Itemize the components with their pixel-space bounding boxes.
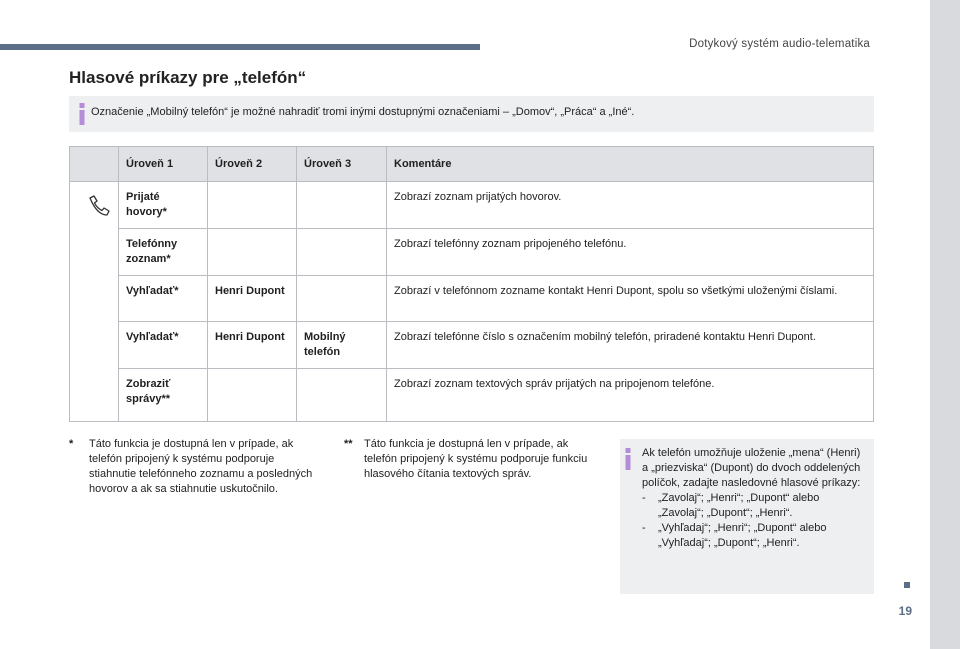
header-rule [0, 44, 480, 50]
table-row [70, 229, 874, 276]
page-title: Hlasové príkazy pre „telefón“ [69, 68, 307, 87]
side-note-intro: Ak telefón umožňuje uloženie „mena“ (Henri) a „priezviska“ (Dupont) do dvoch oddelených políčok, zadajte nasledovné hlasové príkazy: [642, 447, 861, 489]
list-item [642, 521, 868, 551]
running-head: Dotykový systém audio-telematika [689, 38, 870, 50]
cell-comment: Zobrazí zoznam prijatých hovorov. [387, 182, 874, 229]
footnote-single-star [69, 437, 319, 517]
table-header-level2: Úroveň 2 [208, 147, 297, 182]
cell-comment: Zobrazí telefónny zoznam pripojeného telefónu. [387, 229, 874, 276]
cell-level1: Vyhľadať* [119, 276, 208, 322]
page-number: 19 [898, 604, 912, 618]
table-row [70, 369, 874, 422]
phone-icon-cell [70, 182, 119, 422]
cell-comment: Zobrazí zoznam textových správ prijatých na pripojenom telefóne. [387, 369, 874, 422]
info-icon [79, 103, 85, 125]
cell-level3 [297, 276, 387, 322]
list-item [642, 491, 868, 521]
table-header-comment: Komentáre [387, 147, 874, 182]
table-header-icon-col [70, 147, 119, 182]
cell-level2 [208, 369, 297, 422]
table-row [70, 276, 874, 322]
cell-level1: Telefónny zoznam* [119, 229, 208, 276]
table-header-row [70, 147, 874, 182]
cell-comment: Zobrazí telefónne číslo s označením mobilný telefón, priradené kontaktu Henri Dupont. [387, 322, 874, 369]
footnote-text: Táto funkcia je dostupná len v prípade, ak telefón pripojený k systému podporuje stiahnutie telefónneho zoznamu a posledných hovorov a ak sa stiahnutie uskutočnilo. [89, 438, 313, 495]
cell-level1: Vyhľadať* [119, 322, 208, 369]
voice-commands-table [69, 146, 874, 422]
cell-level2: Henri Dupont [208, 276, 297, 322]
info-icon [625, 448, 631, 470]
cell-level3 [297, 182, 387, 229]
footnote-double-star [344, 437, 594, 487]
footnote-mark: ** [344, 438, 353, 450]
cell-level2 [208, 229, 297, 276]
cell-level2 [208, 182, 297, 229]
page-marker [904, 582, 910, 588]
list-dash: - [642, 492, 646, 504]
cell-comment: Zobrazí v telefónnom zozname kontakt Henri Dupont, spolu so všetkými uloženými číslami. [387, 276, 874, 322]
voice-command-list [642, 491, 868, 551]
cell-level1: Zobraziť správy** [119, 369, 208, 422]
side-strip [930, 0, 960, 649]
cell-level3 [297, 369, 387, 422]
cell-level3 [297, 229, 387, 276]
list-item-text: „Vyhľadaj“; „Henri“; „Dupont“ alebo „Vyhľadaj“; „Dupont“; „Henri“. [658, 522, 827, 549]
table-row [70, 182, 874, 229]
top-info-note [69, 96, 874, 132]
cell-level3: Mobilný telefón [297, 322, 387, 369]
list-dash: - [642, 522, 646, 534]
table-header-level3: Úroveň 3 [297, 147, 387, 182]
cell-level2: Henri Dupont [208, 322, 297, 369]
top-note-text: Označenie „Mobilný telefón“ je možné nahradiť tromi inými dostupnými označeniami – „Domov“, „Práca“ a „Iné“. [91, 106, 635, 118]
table-row [70, 322, 874, 369]
list-item-text: „Zavolaj“; „Henri“; „Dupont“ alebo „Zavolaj“; „Dupont“; „Henri“. [658, 492, 820, 519]
table-header-level1: Úroveň 1 [119, 147, 208, 182]
footnote-mark: * [69, 438, 74, 450]
side-info-note [620, 439, 874, 594]
phone-icon [87, 194, 111, 218]
footnote-text: Táto funkcia je dostupná len v prípade, ak telefón pripojený k systému podporuje funkciu hlasového čítania textových správ. [364, 438, 588, 480]
side-note-body [642, 446, 868, 551]
cell-level1: Prijaté hovory* [119, 182, 208, 229]
